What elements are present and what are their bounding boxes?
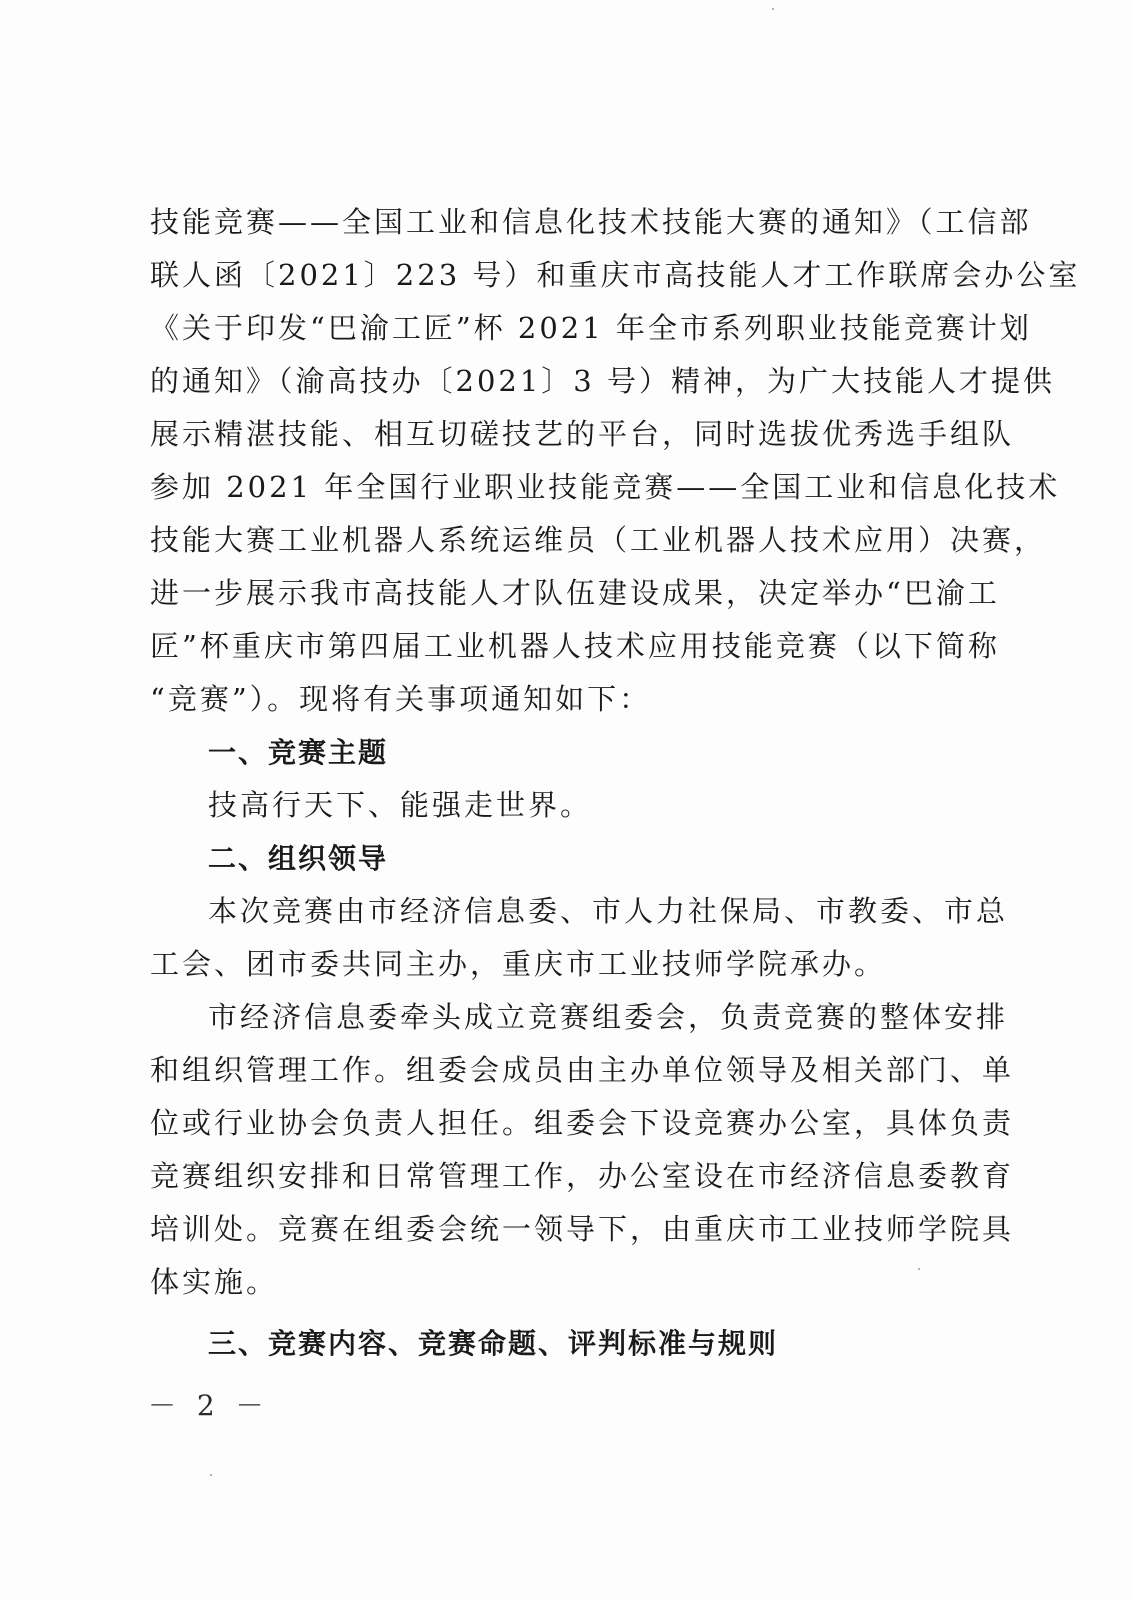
text-line: 的通知》（渝高技办〔2021〕3 号）精神，为广大技能人才提供 xyxy=(150,364,1055,398)
scan-speck xyxy=(772,8,774,10)
text-line: 本次竞赛由市经济信息委、市人力社保局、市教委、市总 xyxy=(208,894,1009,928)
scan-speck xyxy=(918,1268,920,1270)
section-heading-theme: 一、竞赛主题 xyxy=(208,736,389,769)
text-line: 体实施。 xyxy=(150,1265,279,1299)
text-line: 和组织管理工作。组委会成员由主办单位领导及相关部门、单 xyxy=(150,1053,1015,1087)
text-line: 市经济信息委牵头成立竞赛组委会，负责竞赛的整体安排 xyxy=(208,1000,1009,1034)
text-line: 进一步展示我市高技能人才队伍建设成果，决定举办“巴渝工 xyxy=(150,576,1000,610)
text-line: 技能竞赛——全国工业和信息化技术技能大赛的通知》（工信部 xyxy=(150,205,1032,239)
scan-speck xyxy=(210,1474,212,1476)
text-line: 工会、团市委共同主办，重庆市工业技师学院承办。 xyxy=(150,947,887,981)
text-line: 技高行天下、能强走世界。 xyxy=(208,788,593,822)
text-line: 技能大赛工业机器人系统运维员（工业机器人技术应用）决赛， xyxy=(150,523,1047,557)
page-number: － 2 － xyxy=(148,1389,270,1422)
document-body xyxy=(150,196,1081,1370)
text-line: 位或行业协会负责人担任。组委会下设竞赛办公室，具体负责 xyxy=(150,1106,1015,1140)
text-line: 匠”杯重庆市第四届工业机器人技术应用技能竞赛（以下简称 xyxy=(150,629,1000,663)
paragraph-organizers xyxy=(150,885,1009,991)
text-line: 《关于印发“巴渝工匠”杯 2021 年全市系列职业技能竞赛计划 xyxy=(150,311,1032,345)
section-heading-organization: 二、组织领导 xyxy=(208,842,389,875)
text-line: 参加 2021 年全国行业职业技能竞赛——全国工业和信息化技术 xyxy=(150,470,1061,504)
text-line: 联人函〔2021〕223 号）和重庆市高技能人才工作联席会办公室 xyxy=(150,258,1081,292)
section-heading-content-rules: 三、竞赛内容、竞赛命题、评判标准与规则 xyxy=(208,1327,779,1360)
text-line: 竞赛组织安排和日常管理工作，办公室设在市经济信息委教育 xyxy=(150,1159,1015,1193)
text-line: 培训处。竞赛在组委会统一领导下，由重庆市工业技师学院具 xyxy=(150,1212,1015,1246)
paragraph-intro xyxy=(150,196,1081,726)
paragraph-committee xyxy=(150,991,1015,1309)
text-line: 展示精湛技能、相互切磋技艺的平台，同时选拔优秀选手组队 xyxy=(150,417,1015,451)
text-line: “竞赛”）。现将有关事项通知如下： xyxy=(150,682,652,716)
